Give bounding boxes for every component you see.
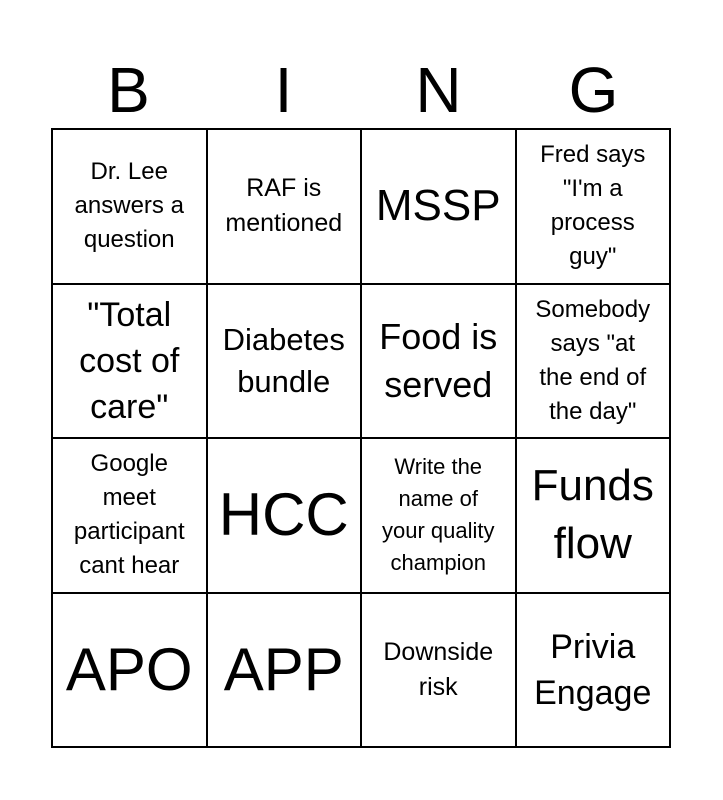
cell-text: "Total cost of care" <box>79 295 180 426</box>
bingo-cell-r1c3[interactable] <box>361 129 516 284</box>
bingo-cell-r2c4[interactable] <box>516 284 671 439</box>
header-letter-g: G <box>568 54 619 126</box>
cell-text: Write the name of your quality champion <box>381 454 495 576</box>
bingo-cell-r1c4[interactable] <box>516 129 671 284</box>
bingo-cell-r1c1[interactable] <box>52 129 207 284</box>
header-letter-i: I <box>274 54 293 126</box>
cell-text: Google meet participant cant hear <box>73 450 185 580</box>
cell-text: MSSP <box>375 181 501 231</box>
cell-text: Food is served <box>379 315 498 405</box>
cell-text: RAF is mentioned <box>225 174 343 238</box>
header-letter-n: N <box>415 54 462 126</box>
cell-text: Downside risk <box>383 637 494 701</box>
cell-text: Funds flow <box>531 461 654 569</box>
cell-text: APP <box>223 635 344 703</box>
bingo-card <box>51 128 671 748</box>
cell-text: Privia Engage <box>534 627 652 712</box>
bingo-cell-r1c2[interactable] <box>207 129 362 284</box>
cell-text: Fred says "I'm a process guy" <box>540 141 646 271</box>
bingo-cell-r2c3[interactable] <box>361 284 516 439</box>
bingo-cell-r2c1[interactable] <box>52 284 207 439</box>
bingo-cell-r4c4[interactable] <box>516 593 671 748</box>
cell-text: Diabetes bundle <box>222 321 345 399</box>
cell-text: APO <box>65 635 193 703</box>
cell-text: Somebody says "at the end of the day" <box>535 295 651 425</box>
bingo-cell-r3c1[interactable] <box>52 438 207 593</box>
bingo-cell-r3c4[interactable] <box>516 438 671 593</box>
bingo-cell-r4c1[interactable] <box>52 593 207 748</box>
cell-text: Dr. Lee answers a question <box>74 158 184 254</box>
bingo-cell-r4c2[interactable] <box>207 593 362 748</box>
cell-text: HCC <box>218 481 349 549</box>
header-letter-b: B <box>107 54 150 126</box>
bingo-cell-r4c3[interactable] <box>361 593 516 748</box>
bingo-cell-r2c2[interactable] <box>207 284 362 439</box>
bingo-header <box>51 52 671 128</box>
bingo-cell-r3c2[interactable] <box>207 438 362 593</box>
bingo-cell-r3c3[interactable] <box>361 438 516 593</box>
